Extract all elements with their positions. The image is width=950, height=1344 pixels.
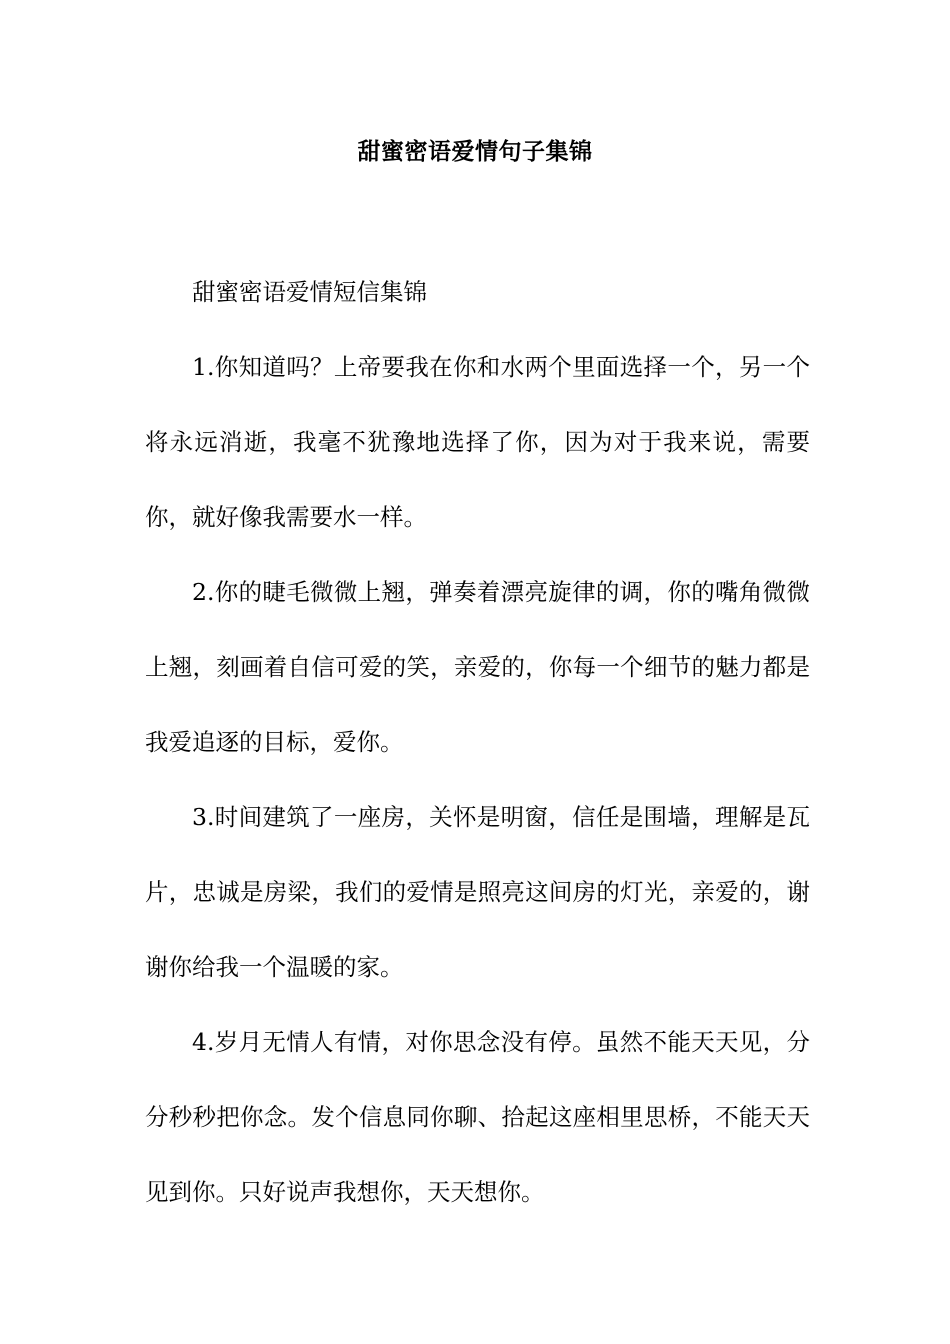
page-title: 甜蜜密语爱情句子集锦 [357,139,593,165]
paragraph-1: 1.你知道吗？上帝要我在你和水两个里面选择一个，另一个将永远消逝，我毫不犹豫地选择了你，因为对于我来说，需要你，就好像我需要水一样。 [145,353,810,531]
paragraph-2: 2.你的睫毛微微上翘，弹奏着漂亮旋律的调，你的嘴角微微上翘，刻画着自信可爱的笑，亲爱的，你每一个细节的魅力都是我爱追逐的目标，爱你。 [145,578,810,756]
paragraph-3: 3.时间建筑了一座房，关怀是明窗，信任是围墙，理解是瓦片，忠诚是房梁，我们的爱情是照亮这间房的灯光，亲爱的，谢谢你给我一个温暖的家。 [145,803,810,981]
paragraph-4: 4.岁月无情人有情，对你思念没有停。虽然不能天天见，分分秒秒把你念。发个信息同你聊、拾起这座相里思桥，不能天天见到你。只好说声我想你，天天想你。 [145,1028,810,1206]
document-body [145,255,810,1230]
section-subtitle: 甜蜜密语爱情短信集锦 [192,278,427,306]
